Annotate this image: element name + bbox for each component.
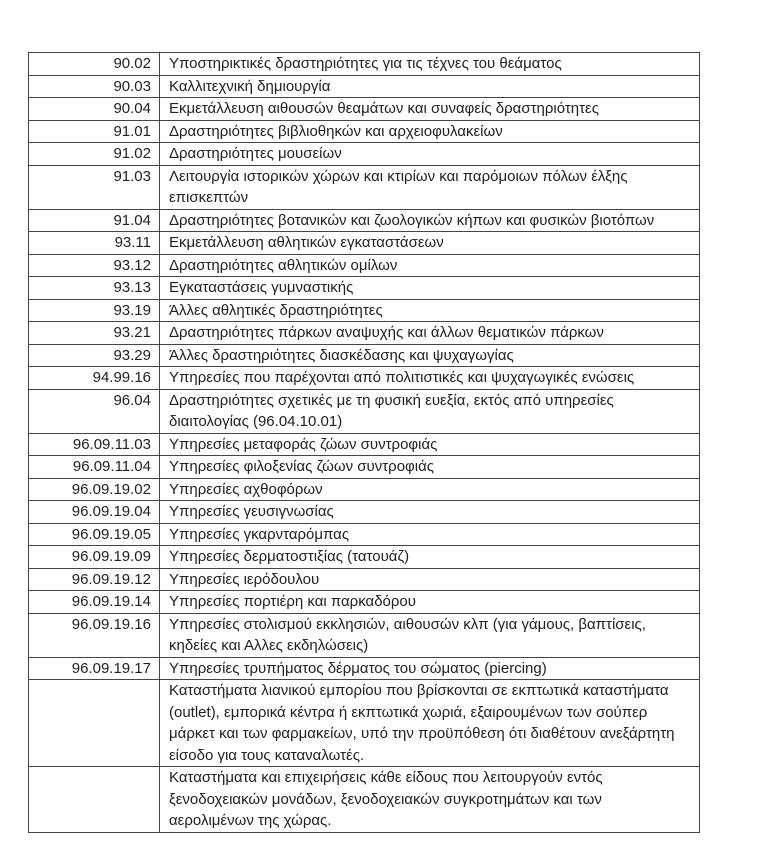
- table-row: [29, 165, 700, 209]
- code-cell: 93.21: [29, 322, 160, 345]
- code-cell: 93.12: [29, 254, 160, 277]
- code-cell: 96.09.19.17: [29, 657, 160, 680]
- code-cell: 93.29: [29, 344, 160, 367]
- code-cell: 96.09.19.05: [29, 523, 160, 546]
- code-cell: 96.09.19.12: [29, 568, 160, 591]
- code-cell: 96.09.11.04: [29, 456, 160, 479]
- table-row: [29, 299, 700, 322]
- code-cell: 96.09.19.16: [29, 613, 160, 657]
- description-cell: Δραστηριότητες βιβλιοθηκών και αρχειοφυλακείων: [160, 120, 700, 143]
- table-row: [29, 53, 700, 76]
- description-cell: Υπηρεσίες γκαρνταρόμπας: [160, 523, 700, 546]
- description-cell: Υπηρεσίες φιλοξενίας ζώων συντροφιάς: [160, 456, 700, 479]
- table-row: [29, 277, 700, 300]
- table-row: [29, 232, 700, 255]
- description-cell: Άλλες δραστηριότητες διασκέδασης και ψυχαγωγίας: [160, 344, 700, 367]
- table-row: [29, 120, 700, 143]
- code-cell: 91.04: [29, 209, 160, 232]
- description-cell: Υπηρεσίες που παρέχονται από πολιτιστικές και ψυχαγωγικές ενώσεις: [160, 367, 700, 390]
- code-cell: 96.09.19.04: [29, 501, 160, 524]
- description-cell: Άλλες αθλητικές δραστηριότητες: [160, 299, 700, 322]
- description-cell: Υπηρεσίες γευσιγνωσίας: [160, 501, 700, 524]
- description-cell: Δραστηριότητες σχετικές με τη φυσική ευεξία, εκτός από υπηρεσίες διαιτολογίας (96.04.10.01): [160, 389, 700, 433]
- code-cell: 96.04: [29, 389, 160, 433]
- code-cell: 96.09.19.02: [29, 478, 160, 501]
- greek-activity-codes-table: [28, 52, 700, 833]
- description-cell: Δραστηριότητες αθλητικών ομίλων: [160, 254, 700, 277]
- table-row: [29, 680, 700, 767]
- code-cell: 93.13: [29, 277, 160, 300]
- code-cell: 90.03: [29, 75, 160, 98]
- code-cell: 91.01: [29, 120, 160, 143]
- description-cell: Δραστηριότητες μουσείων: [160, 143, 700, 166]
- description-cell: Υπηρεσίες τρυπήματος δέρματος του σώματος (piercing): [160, 657, 700, 680]
- table-row: [29, 75, 700, 98]
- table-row: [29, 657, 700, 680]
- code-cell: 91.02: [29, 143, 160, 166]
- code-cell: 96.09.19.14: [29, 591, 160, 614]
- table-row: [29, 591, 700, 614]
- table-row: [29, 613, 700, 657]
- description-cell: Καλλιτεχνική δημιουργία: [160, 75, 700, 98]
- table-body: [29, 53, 700, 833]
- table-row: [29, 546, 700, 569]
- code-cell: 93.11: [29, 232, 160, 255]
- code-cell: 90.02: [29, 53, 160, 76]
- description-cell: Υπηρεσίες ιερόδουλου: [160, 568, 700, 591]
- description-cell: Δραστηριότητες πάρκων αναψυχής και άλλων θεματικών πάρκων: [160, 322, 700, 345]
- table-row: [29, 456, 700, 479]
- description-cell: Καταστήματα λιανικού εμπορίου που βρίσκονται σε εκπτωτικά καταστήματα (outlet), εμπορικά κέντρα ή εκπτωτικά χωριά, εξαιρουμένων των σούπερ μάρκετ και των φαρμακείων, υπό την προϋπόθεση ότι διαθέτουν ανεξάρτητη είσοδο για τους καταναλωτές.: [160, 680, 700, 767]
- code-cell: 96.09.19.09: [29, 546, 160, 569]
- table-row: [29, 501, 700, 524]
- code-cell: [29, 767, 160, 833]
- code-cell: 94.99.16: [29, 367, 160, 390]
- table-row: [29, 767, 700, 833]
- table-row: [29, 367, 700, 390]
- description-cell: Υπηρεσίες πορτιέρη και παρκαδόρου: [160, 591, 700, 614]
- description-cell: Καταστήματα και επιχειρήσεις κάθε είδους που λειτουργούν εντός ξενοδοχειακών μονάδων, ξενοδοχειακών συγκροτημάτων και των αερολιμένων της χώρας.: [160, 767, 700, 833]
- code-cell: 96.09.11.03: [29, 433, 160, 456]
- table-row: [29, 98, 700, 121]
- description-cell: Εκμετάλλευση αιθουσών θεαμάτων και συναφείς δραστηριότητες: [160, 98, 700, 121]
- code-cell: 93.19: [29, 299, 160, 322]
- table-row: [29, 523, 700, 546]
- table-row: [29, 478, 700, 501]
- description-cell: Υπηρεσίες στολισμού εκκλησιών, αιθουσών κλπ (για γάμους, βαπτίσεις, κηδείες και Αλλες εκδηλώσεις): [160, 613, 700, 657]
- description-cell: Εκμετάλλευση αθλητικών εγκαταστάσεων: [160, 232, 700, 255]
- table-row: [29, 344, 700, 367]
- description-cell: Εγκαταστάσεις γυμναστικής: [160, 277, 700, 300]
- description-cell: Υπηρεσίες δερματοστιξίας (τατουάζ): [160, 546, 700, 569]
- code-cell: 91.03: [29, 165, 160, 209]
- code-cell: 90.04: [29, 98, 160, 121]
- table-row: [29, 433, 700, 456]
- table-row: [29, 209, 700, 232]
- table-row: [29, 322, 700, 345]
- code-cell: [29, 680, 160, 767]
- description-cell: Λειτουργία ιστορικών χώρων και κτιρίων και παρόμοιων πόλων έλξης επισκεπτών: [160, 165, 700, 209]
- description-cell: Υπηρεσίες μεταφοράς ζώων συντροφιάς: [160, 433, 700, 456]
- table-row: [29, 254, 700, 277]
- description-cell: Υποστηρικτικές δραστηριότητες για τις τέχνες του θεάματος: [160, 53, 700, 76]
- table-row: [29, 389, 700, 433]
- description-cell: Δραστηριότητες βοτανικών και ζωολογικών κήπων και φυσικών βιοτόπων: [160, 209, 700, 232]
- description-cell: Υπηρεσίες αχθοφόρων: [160, 478, 700, 501]
- table-row: [29, 568, 700, 591]
- table-row: [29, 143, 700, 166]
